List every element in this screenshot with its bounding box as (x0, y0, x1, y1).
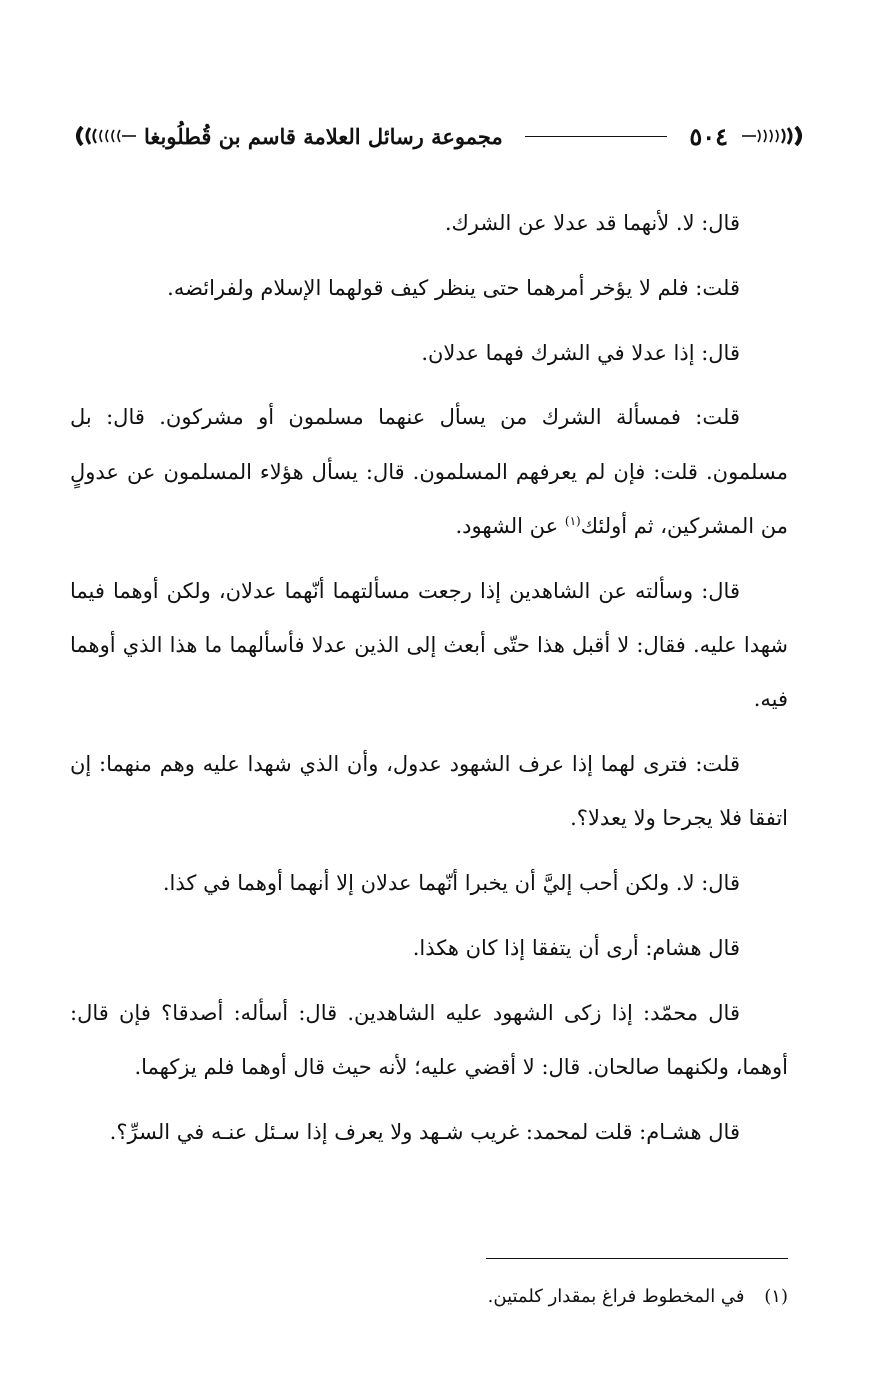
paragraph: قال محمّد: إذا زكى الشهود عليه الشاهدين. قال: أسأله: أصدقا؟ فإن قال: أوهما، ولكنهما صالحان. قال: لا أقضي عليه؛ لأنه حيث قال أوهما فلم يزكهما. (70, 1000, 788, 1080)
paragraph: قلت: فترى لهما إذا عرف الشهود عدول، وأن الذي شهدا عليه وهم منهما: إن اتفقا فلا يجرحا ولا يعدلا؟. (70, 752, 788, 831)
page-number: ٥٠٤ (689, 121, 728, 151)
footnote-number: (١) (764, 1286, 788, 1307)
running-title: مجموعة رسائل العلامة قاسم بن قُطلُوبغا (144, 123, 503, 149)
paragraph: قال: لا. ولكن أحب إليَّ أن يخبرا أنّهما عدلان إلا أنهما أوهما في كذا. (162, 871, 740, 896)
footnote-separator (486, 1258, 788, 1259)
running-header (66, 118, 812, 154)
paragraph-text: قلت: فمسألة الشرك من يسأل عنهما مسلمون أو مشركون. قال: بل مسلمون. قلت: فإن لم يعرفهم المسلمون. قال: يسأل هؤلاء المسلمون عن عدولٍ من المشركين، ثم أولئك (70, 405, 788, 538)
footnote (70, 1282, 788, 1312)
paragraph: قال: إذا عدلا في الشرك فهما عدلان. (421, 340, 740, 365)
paragraph: قلت: فلم لا يؤخر أمرهما حتى ينظر كيف قولهما الإسلام ولفرائضه. (167, 275, 740, 300)
paragraph-with-footnote (70, 390, 788, 553)
footnote-text: في المخطوط فراغ بمقدار كلمتين. (487, 1286, 745, 1307)
ornament-left-icon (66, 126, 136, 146)
footnote-reference[interactable]: (١) (564, 513, 581, 528)
paragraph: قال هشـام: قلت لمحمد: غريب شـهد ولا يعرف إذا سـئل عنـه في السرِّ؟. (109, 1119, 740, 1144)
ornament-right-icon (742, 126, 812, 146)
paragraph: قال: لا. لأنهما قد عدلا عن الشرك. (444, 211, 740, 235)
paragraph-text-continued: عن الشهود. (455, 513, 565, 538)
header-rule (525, 136, 668, 137)
paragraph: قال هشام: أرى أن يتفقا إذا كان هكذا. (412, 936, 740, 961)
body-text (70, 196, 788, 1170)
paragraph: قال: وسألته عن الشاهدين إذا رجعت مسألتهما أنّهما عدلان، ولكن أوهما فيما شهدا عليه. فقال: لا أقبل هذا حتّى أبعث إلى الذين عدلا فأسألهما ما هذا الذي أوهما فيه. (70, 578, 788, 712)
